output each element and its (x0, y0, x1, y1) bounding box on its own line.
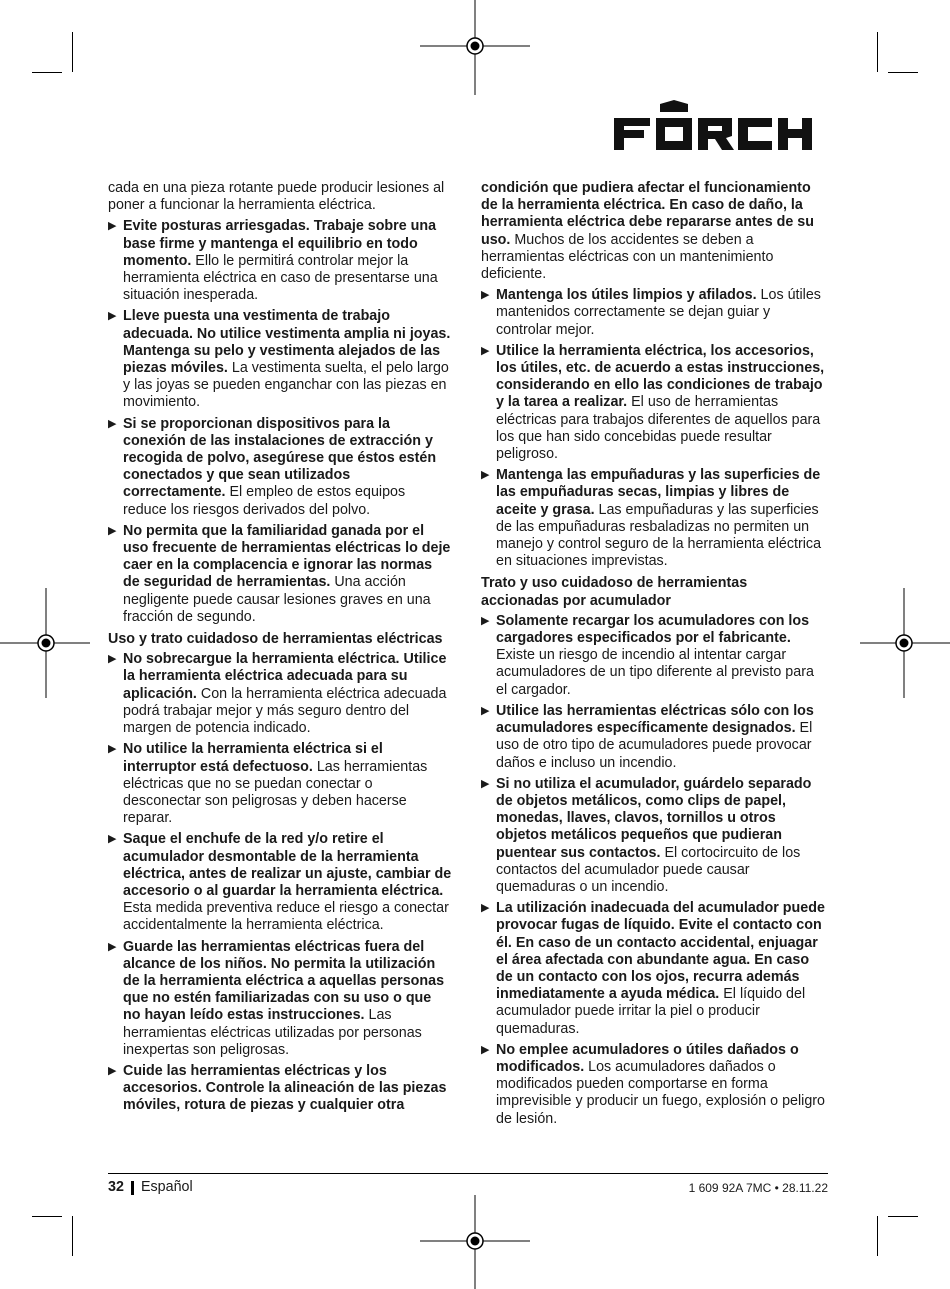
bullet-triangle-icon: ▶ (108, 524, 117, 537)
footer-divider (108, 1173, 828, 1174)
language-label: Español (141, 1179, 193, 1195)
continuation-text: cada en una pieza rotante puede producir lesiones al poner a funcionar la herramienta eléctrica. (108, 180, 445, 214)
bullet-triangle-icon: ▶ (481, 704, 490, 717)
bullet-triangle-icon: ▶ (108, 653, 117, 666)
list-item: ▶ Utilice la herramienta eléctrica, los accesorios, los útiles, etc. de acuerdo a estas instrucciones, considerando en ello las condiciones de trabajo y la tarea a realizar. El uso de herramientas eléctricas para trabajos diferentes de aquellos para los que han sido concebidas puede resultar peligroso. (481, 342, 825, 463)
list-item: ▶ No permita que la familiaridad ganada por el uso frecuente de herramientas eléctricas lo deje caer en la complacencia e ignorar las normas de seguridad de herramientas. Una acción negligente puede causar lesiones graves en una fracción de segundo. (108, 522, 451, 625)
right-column (481, 180, 827, 1132)
bullet-triangle-icon: ▶ (481, 902, 490, 915)
crop-mark (877, 32, 878, 72)
page-footer (108, 1173, 828, 1217)
crop-mark (32, 72, 62, 73)
document-reference: 1 609 92A 7MC • 28.11.22 (688, 1181, 828, 1195)
list-item: ▶ Solamente recargar los acumuladores con los cargadores especificados por el fabricante. Existe un riesgo de incendio al intentar cargar acumuladores de un tipo diferente al previsto para el cargador. (481, 612, 814, 698)
bullet-triangle-icon: ▶ (481, 344, 490, 357)
list-item: ▶ Saque el enchufe de la red y/o retire el acumulador desmontable de la herramienta eléctrica, antes de realizar un ajuste, cambiar de accesorio o al guardar la herramienta eléctrica. Esta medida preventiva reduce el riesgo a conectar accidentalmente la herramienta eléctrica. (108, 831, 452, 934)
registration-mark-left (0, 588, 90, 698)
bullet-triangle-icon: ▶ (108, 310, 117, 323)
list-item: ▶ Si se proporcionan dispositivos para la conexión de las instalaciones de extracción y recogida de polvo, asegúrese que éstos estén conectados y que sean utilizados correctamente. El empleo de estos equipos reduce los riesgos derivados del polvo. (108, 415, 437, 518)
bullet-triangle-icon: ▶ (108, 833, 117, 846)
bullet-triangle-icon: ▶ (481, 289, 490, 302)
list-item: ▶ La utilización inadecuada del acumulador puede provocar fugas de líquido. Evite el contacto con él. En caso de un contacto accidental, enjuagar el área afectada con abundante agua. En caso de un contacto con los ojos, recurra además inmediatamente a ayuda médica. El líquido del acumulador puede irritar la piel o producir quemaduras. (481, 900, 825, 1037)
bullet-triangle-icon: ▶ (481, 614, 490, 627)
crop-mark (72, 32, 73, 72)
registration-mark-right (860, 588, 950, 698)
continuation-text: condición que pudiera afectar el funcionamiento de la herramienta eléctrica. En caso de daño, la herramienta eléctrica debe repararse antes de su uso. Muchos de los accidentes se deben a herramientas eléctricas con un mantenimiento deficiente. (481, 180, 814, 283)
bullet-triangle-icon: ▶ (108, 220, 117, 233)
list-item: ▶ Mantenga las empuñaduras y las superficies de las empuñaduras secas, limpias y libres de aceite y grasa. Las empuñaduras y las superficies de las empuñaduras resbaladizas no permiten un manejo y control seguro de la herramienta eléctrica en situaciones imprevistas. (481, 467, 822, 570)
bullet-triangle-icon: ▶ (108, 1064, 117, 1077)
left-column (108, 180, 452, 1119)
list-item: ▶ Evite posturas arriesgadas. Trabaje sobre una base firme y mantenga el equilibrio en todo momento. Ello le permitirá controlar mejor la herramienta eléctrica en caso de presentarse una situación inesperada. (108, 218, 438, 304)
crop-mark (32, 1216, 62, 1217)
list-item: ▶ Guarde las herramientas eléctricas fuera del alcance de los niños. No permita la utilización de la herramienta eléctrica a aquellas personas que no estén familiarizadas con su uso o que no hayan leído estas instrucciones. Las herramientas eléctricas utilizadas por personas inexpertas son peligrosas. (108, 938, 445, 1058)
bullet-triangle-icon: ▶ (481, 777, 490, 790)
footer-separator (131, 1181, 134, 1195)
bullet-triangle-icon: ▶ (108, 940, 117, 953)
registration-mark-top (420, 0, 530, 95)
bullet-triangle-icon: ▶ (108, 743, 117, 756)
list-item: ▶ No sobrecargue la herramienta eléctrica. Utilice la herramienta eléctrica adecuada para su aplicación. Con la herramienta eléctrica adecuada podrá trabajar mejor y más seguro dentro del margen de potencia indicado. (108, 651, 447, 737)
bullet-triangle-icon: ▶ (481, 1043, 490, 1056)
list-item: ▶ Mantenga los útiles limpios y afilados. Los útiles mantenidos correctamente se dejan guiar y controlar mejor. (481, 287, 821, 338)
crop-mark (72, 1216, 73, 1256)
crop-mark (877, 1216, 878, 1256)
crop-mark (888, 1216, 918, 1217)
crop-mark (888, 72, 918, 73)
list-item: ▶ Lleve puesta una vestimenta de trabajo adecuada. No utilice vestimenta amplia ni joyas. Mantenga su pelo y vestimenta alejados de las piezas móviles. La vestimenta suelta, el pelo largo y las joyas se pueden enganchar con las piezas en movimiento. (108, 308, 451, 411)
bullet-triangle-icon: ▶ (481, 469, 490, 482)
list-item: ▶ Utilice las herramientas eléctricas sólo con los acumuladores específicamente designados. El uso de otro tipo de acumuladores puede provocar daños e incluso un incendio. (481, 702, 814, 771)
list-item: ▶ No emplee acumuladores o útiles dañados o modificados. Los acumuladores dañados o modificados pueden comportarse en forma imprevisible y producir un fuego, explosión o peligro de lesión. (481, 1041, 826, 1127)
bullet-triangle-icon: ▶ (108, 417, 117, 430)
list-item: ▶ Si no utiliza el acumulador, guárdelo separado de objetos metálicos, como clips de papel, monedas, llaves, clavos, tornillos u otros objetos metálicos pequeños que pudieran puentear sus contactos. El cortocircuito de los contactos del acumulador puede causar quemaduras o un incendio. (481, 775, 812, 895)
page-number: 32 (108, 1179, 124, 1195)
list-item: ▶ No utilice la herramienta eléctrica si el interruptor está defectuoso. Las herramientas eléctricas que no se puedan conectar o desconectar son peligrosas y deben hacerse reparar. (108, 741, 428, 827)
section-heading: Uso y trato cuidadoso de herramientas eléctricas (108, 631, 443, 648)
list-item: ▶ Cuide las herramientas eléctricas y los accesorios. Controle la alineación de las piezas móviles, rotura de piezas y cualquier otra (108, 1062, 447, 1114)
forch-logo (612, 100, 827, 152)
section-heading: Trato y uso cuidadoso de herramientas accionadas por acumulador (481, 575, 748, 609)
